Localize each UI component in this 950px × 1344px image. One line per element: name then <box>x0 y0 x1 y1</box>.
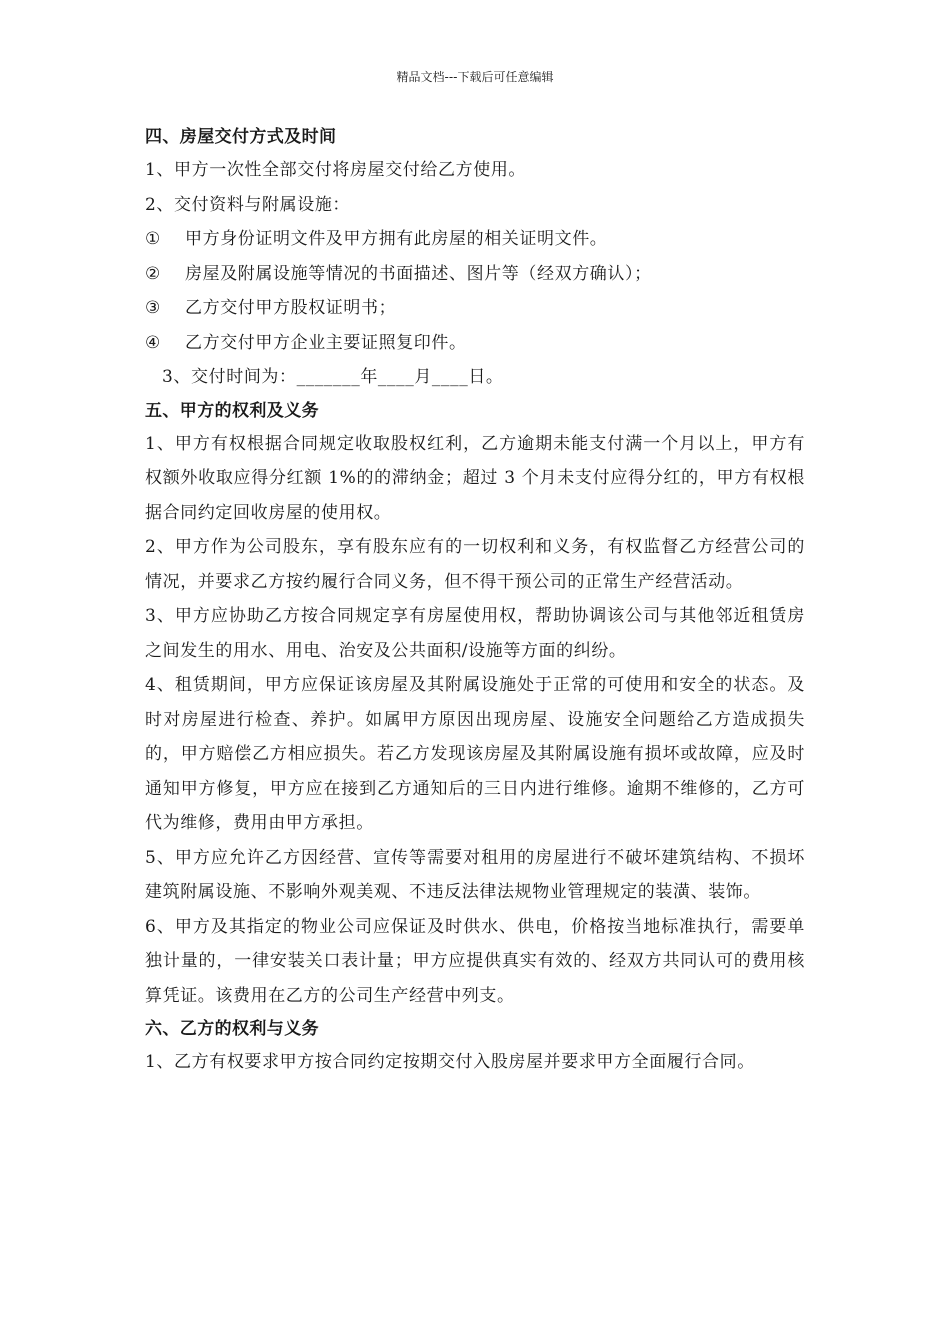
section-4-paragraph-3: 3、交付时间为：_______年____月____日。 <box>162 367 504 387</box>
section-6-paragraph-1: 1、乙方有权要求甲方按合同约定按期交付入股房屋并要求甲方全面履行合同。 <box>145 1052 755 1072</box>
list-item-text: 乙方交付甲方股权证明书； <box>185 298 397 318</box>
list-item-text: 房屋及附属设施等情况的书面描述、图片等（经双方确认）； <box>185 263 652 284</box>
list-marker: ③ <box>145 298 161 318</box>
list-item <box>145 222 805 257</box>
section-5-heading: 五、甲方的权利及义务 <box>145 400 319 421</box>
section-5-paragraph-1: 1、甲方有权根据合同规定收取股权红利，乙方逾期未能支付满一个月以上，甲方有权额外收取应得分红额 1%的的滞纳金；超过 3 个月未支付应得分红的，甲方有权根据合同约定回收房屋的使用权。 <box>145 433 805 523</box>
section-5-paragraph-6: 6、甲方及其指定的物业公司应保证及时供水、供电，价格按当地标准执行，需要单独计量的，一律安装关口表计量；甲方应提供真实有效的、经双方共同认可的费用核算凭证。该费用在乙方的公司生产经营中列支。 <box>145 916 805 1006</box>
list-item <box>145 326 805 361</box>
list-item <box>145 257 805 292</box>
page-header-note: 精品文档---下载后可任意编辑 <box>396 70 554 84</box>
list-item <box>145 291 805 326</box>
section-5-paragraph-5: 5、甲方应允许乙方因经营、宣传等需要对租用的房屋进行不破坏建筑结构、不损坏建筑附属设施、不影响外观美观、不违反法律法规物业管理规定的装潢、装饰。 <box>145 847 805 902</box>
section-5-paragraph-4: 4、租赁期间，甲方应保证该房屋及其附属设施处于正常的可使用和安全的状态。及时对房屋进行检查、养护。如属甲方原因出现房屋、设施安全问题给乙方造成损失的，甲方赔偿乙方相应损失。若乙方发现该房屋及其附属设施有损坏或故障，应及时通知甲方修复，甲方应在接到乙方通知后的三日内进行维修。逾期不维修的，乙方可代为维修，费用由甲方承担。 <box>145 675 805 833</box>
section-4-paragraph-1: 1、甲方一次性全部交付将房屋交付给乙方使用。 <box>145 160 527 180</box>
list-item-text: 甲方身份证明文件及甲方拥有此房屋的相关证明文件。 <box>185 229 608 249</box>
section-4-paragraph-2: 2、交付资料与附属设施： <box>145 194 351 215</box>
section-4-heading: 四、房屋交付方式及时间 <box>145 127 337 147</box>
list-item-text: 乙方交付甲方企业主要证照复印件。 <box>185 332 467 353</box>
list-marker: ① <box>145 229 161 249</box>
section-5-paragraph-3: 3、甲方应协助乙方按合同规定享有房屋使用权，帮助协调该公司与其他邻近租赁房之间发生的用水、用电、治安及公共面积/设施等方面的纠纷。 <box>145 606 805 661</box>
list-marker: ② <box>145 263 161 284</box>
section-5-paragraph-2: 2、甲方作为公司股东，享有股东应有的一切权利和义务，有权监督乙方经营公司的情况，并要求乙方按约履行合同义务，但不得干预公司的正常生产经营活动。 <box>145 537 805 592</box>
section-6-heading: 六、乙方的权利与义务 <box>145 1019 319 1039</box>
list-marker: ④ <box>145 332 161 353</box>
document-body <box>145 121 805 1080</box>
